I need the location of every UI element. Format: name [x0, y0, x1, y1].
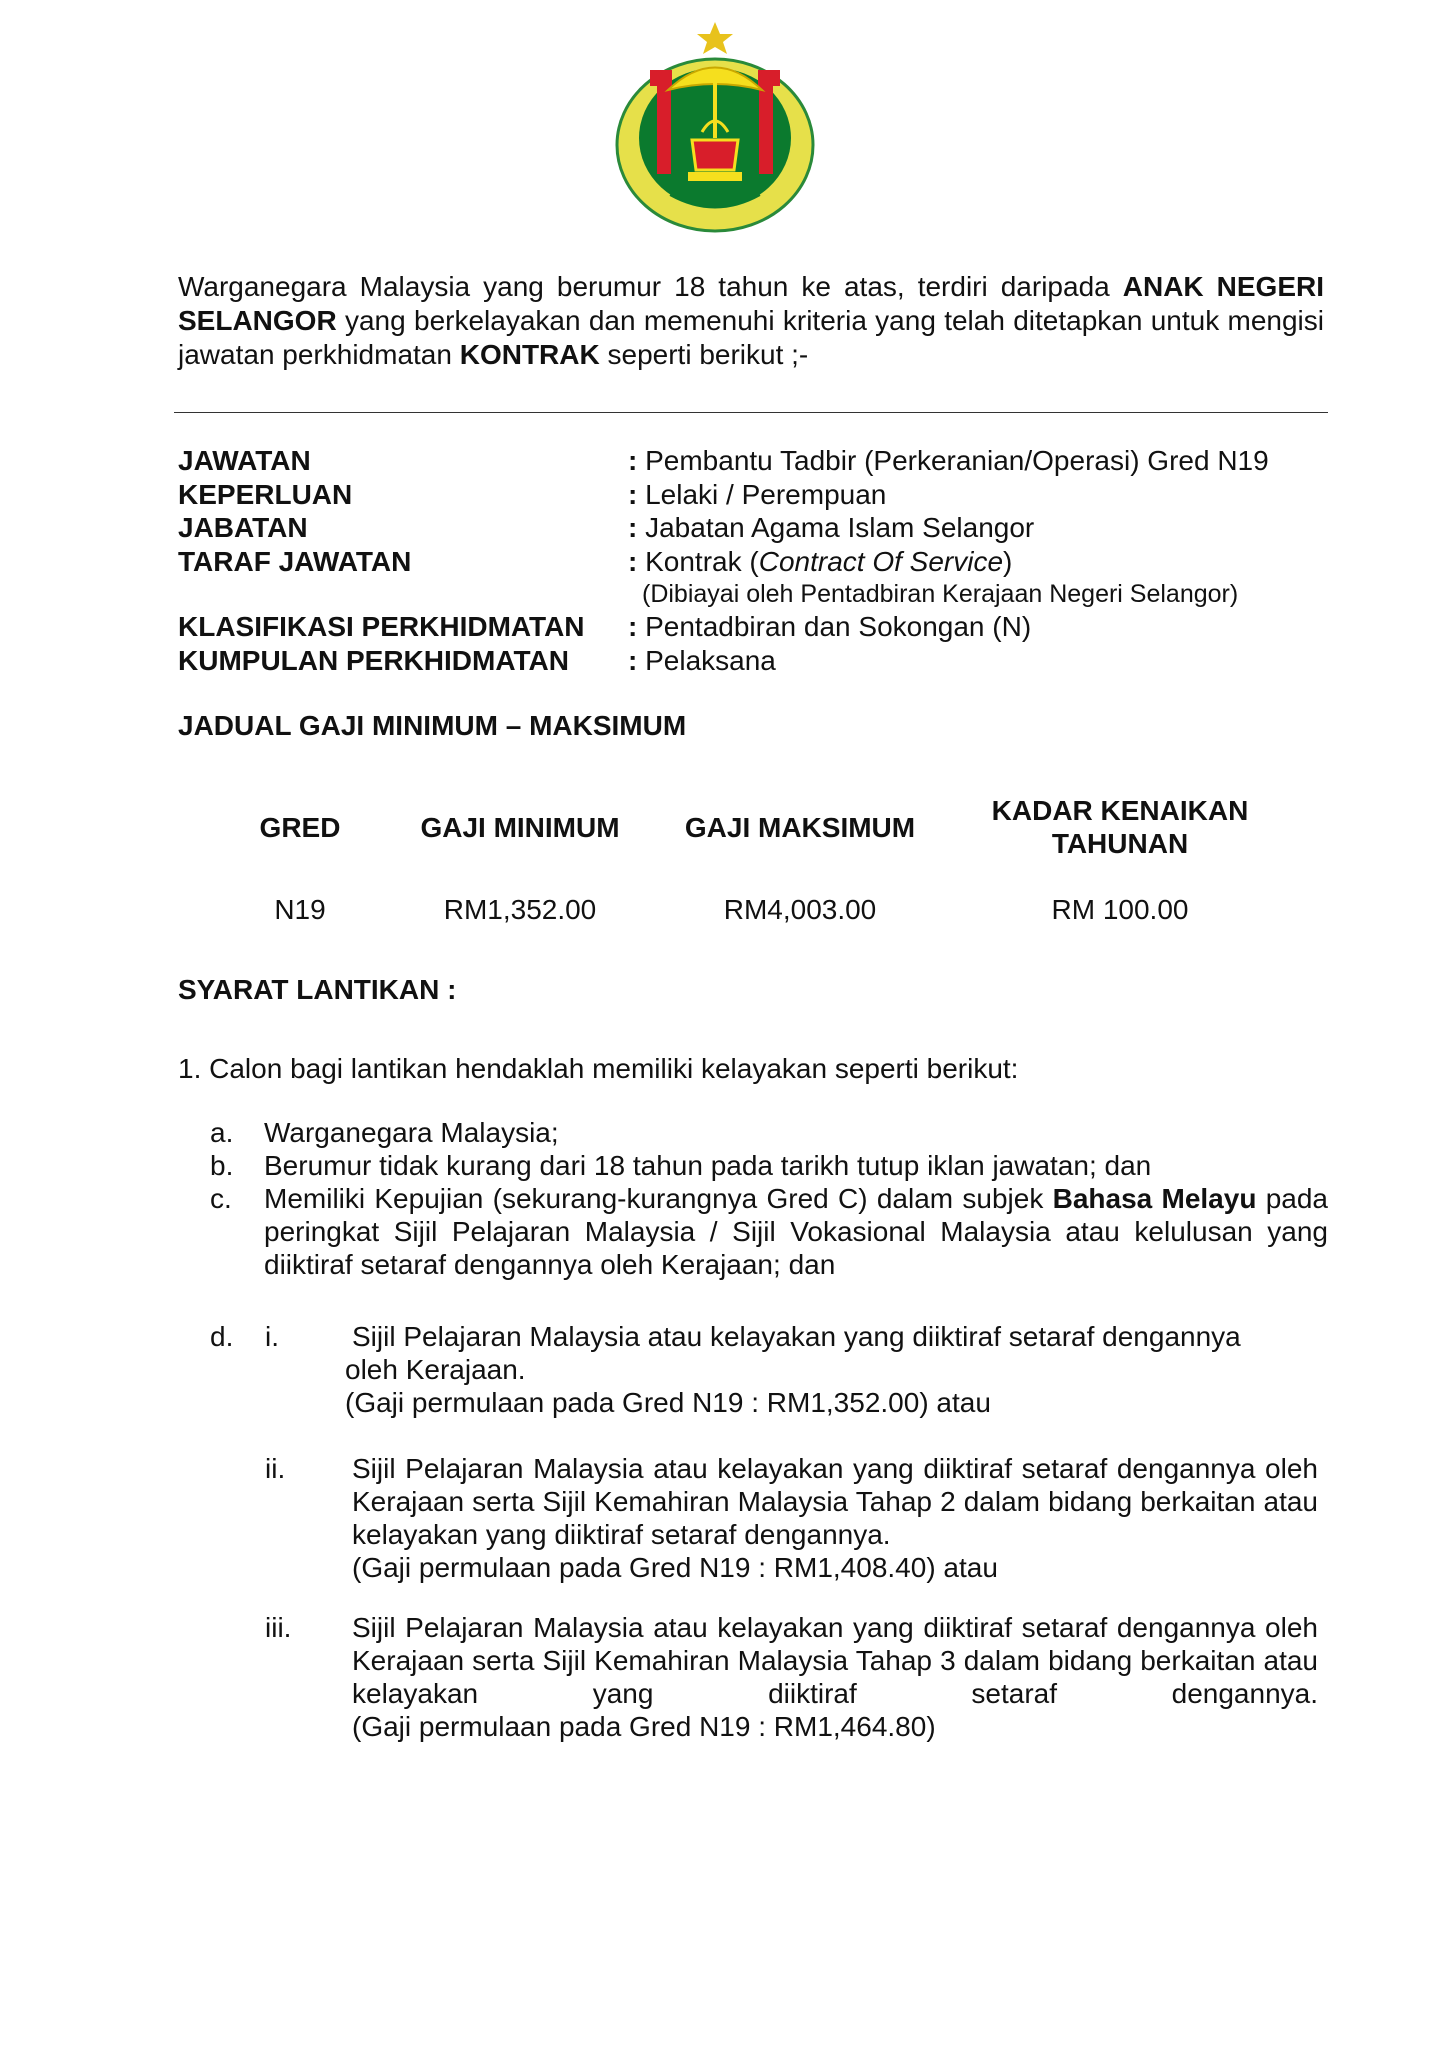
detail-label: TARAF JAWATAN — [178, 545, 412, 577]
crest-left-spear — [657, 82, 671, 174]
detail-value — [628, 610, 1338, 644]
divider-line — [174, 412, 1328, 413]
crest-umbrella-pole — [713, 78, 717, 138]
detail-label: KEPERLUAN — [178, 478, 353, 510]
detail-row-taraf-jawatan — [178, 545, 1338, 579]
salary-header-gaji-minimum: GAJI MINIMUM — [420, 812, 620, 843]
intro-paragraph — [178, 270, 1324, 372]
colon: : — [628, 478, 638, 510]
salary-heading: JADUAL GAJI MINIMUM – MAKSIMUM — [178, 710, 687, 741]
syarat-heading: SYARAT LANTIKAN : — [178, 974, 457, 1005]
colon: : — [628, 644, 638, 676]
detail-value-text: Pentadbiran dan Sokongan (N) — [645, 611, 1032, 642]
detail-value-text: ) — [1003, 545, 1013, 577]
colon: : — [628, 611, 638, 642]
crest-shield — [692, 140, 738, 170]
salary-header-gaji-maksimum: GAJI MAKSIMUM — [684, 812, 916, 843]
requirement-d-ii: Sijil Pelajaran Malaysia atau kelayakan yang diiktiraf setaraf dengannya oleh Kerajaan serta Sijil Kemahiran Malaysia Tahap 2 dalam bidang berkaitan atau kelayakan yang diiktiraf setaraf dengannya. — [352, 1453, 1318, 1550]
requirement-d-ii-pay: (Gaji permulaan pada Gred N19 : RM1,408.40) atau — [352, 1552, 998, 1583]
detail-value — [628, 478, 1338, 512]
requirement-d-i: Sijil Pelajaran Malaysia atau kelayakan yang diiktiraf setaraf dengannya — [352, 1321, 1241, 1352]
selangor-crest-logo — [610, 20, 820, 235]
detail-value — [628, 444, 1338, 478]
list-marker: ii. — [265, 1453, 286, 1484]
detail-value — [628, 511, 1338, 545]
salary-cell-maksimum: RM4,003.00 — [723, 894, 877, 925]
detail-row-keperluan — [178, 478, 1338, 512]
detail-label: KUMPULAN PERKHIDMATAN — [178, 644, 569, 676]
detail-label: JAWATAN — [178, 445, 311, 476]
crest-left-flag — [650, 70, 672, 86]
intro-text: yang berkelayakan dan memenuhi kriteria yang telah ditetapkan untuk mengisi jawatan perkhidmatan — [178, 305, 1324, 370]
detail-value — [628, 644, 1338, 678]
detail-value — [628, 545, 1338, 579]
requirement-d-i: oleh Kerajaan. — [345, 1354, 526, 1385]
detail-label: JABATAN — [178, 512, 308, 543]
detail-row-klasifikasi — [178, 610, 1338, 644]
detail-value-text: Pelaksana — [645, 644, 776, 676]
colon: : — [628, 512, 638, 543]
detail-label: KLASIFIKASI PERKHIDMATAN — [178, 611, 585, 642]
requirement-c — [264, 1182, 1328, 1281]
salary-header-kadar-kenaikan: KADAR KENAIKAN — [991, 795, 1249, 826]
list-marker: a. — [210, 1117, 234, 1148]
job-details — [178, 444, 1338, 677]
salary-header-tahunan: TAHUNAN — [1051, 828, 1189, 859]
detail-value-text: Jabatan Agama Islam Selangor — [645, 512, 1035, 543]
crest-ribbon — [688, 172, 742, 181]
requirement-d-i-pay: (Gaji permulaan pada Gred N19 : RM1,352.00) atau — [345, 1387, 991, 1418]
intro-bold-anak-negeri: ANAK NEGERI SELANGOR — [178, 271, 1325, 336]
salary-cell-minimum: RM1,352.00 — [443, 894, 597, 925]
requirement-b: Berumur tidak kurang dari 18 tahun pada tarikh tutup iklan jawatan; dan — [264, 1150, 1152, 1181]
requirement-d-iii-pay: (Gaji permulaan pada Gred N19 : RM1,464.80) — [352, 1711, 936, 1742]
crest-star — [697, 22, 733, 54]
requirement-a: Warganegara Malaysia; — [264, 1117, 559, 1148]
list-marker: i. — [265, 1321, 279, 1352]
intro-bold-kontrak: KONTRAK — [459, 339, 600, 370]
intro-text: seperti berikut ;- — [599, 339, 809, 370]
detail-row-kumpulan — [178, 644, 1338, 678]
intro-text: Warganegara Malaysia yang berumur 18 tahun ke atas, terdiri daripada — [178, 271, 1123, 302]
crest-right-flag — [758, 70, 780, 86]
requirement-intro: 1. Calon bagi lantikan hendaklah memiliki kelayakan seperti berikut: — [178, 1053, 1019, 1084]
requirement-c-bold: Bahasa Melayu — [1052, 1183, 1257, 1214]
list-marker: iii. — [265, 1612, 292, 1643]
list-marker: c. — [210, 1183, 232, 1214]
detail-row-jabatan — [178, 511, 1338, 545]
detail-row-jawatan — [178, 444, 1338, 478]
detail-value-italic: Contract Of Service — [758, 545, 1004, 577]
crest-right-spear — [759, 82, 773, 174]
requirement-d-iii: Sijil Pelajaran Malaysia atau kelayakan yang diiktiraf setaraf dengannya oleh Kerajaan serta Sijil Kemahiran Malaysia Tahap 3 dalam bidang berkaitan atau kelayakan yang diiktiraf setaraf dengannya. — [352, 1612, 1318, 1709]
list-marker: b. — [210, 1150, 234, 1181]
salary-cell-kenaikan: RM 100.00 — [1051, 894, 1189, 925]
detail-value-text: Kontrak ( — [645, 545, 759, 577]
salary-cell-gred: N19 — [274, 894, 326, 925]
detail-value-text: Lelaki / Perempuan — [645, 478, 887, 510]
funding-note: (Dibiayai oleh Pentadbiran Kerajaan Negeri Selangor) — [642, 580, 1239, 608]
colon: : — [628, 445, 638, 476]
requirement-c-text: pada peringkat Sijil Pelajaran Malaysia / Sijil Vokasional Malaysia atau kelulusan yang diiktiraf setaraf dengannya oleh Kerajaan; dan — [264, 1183, 1329, 1280]
colon: : — [628, 545, 638, 577]
requirement-c-text: Memiliki Kepujian (sekurang-kurangnya Gred C) dalam subjek — [264, 1183, 1053, 1214]
list-marker: d. — [210, 1321, 234, 1352]
salary-header-gred: GRED — [259, 812, 341, 843]
detail-value-text: Pembantu Tadbir (Perkeranian/Operasi) Gred N19 — [645, 445, 1269, 476]
